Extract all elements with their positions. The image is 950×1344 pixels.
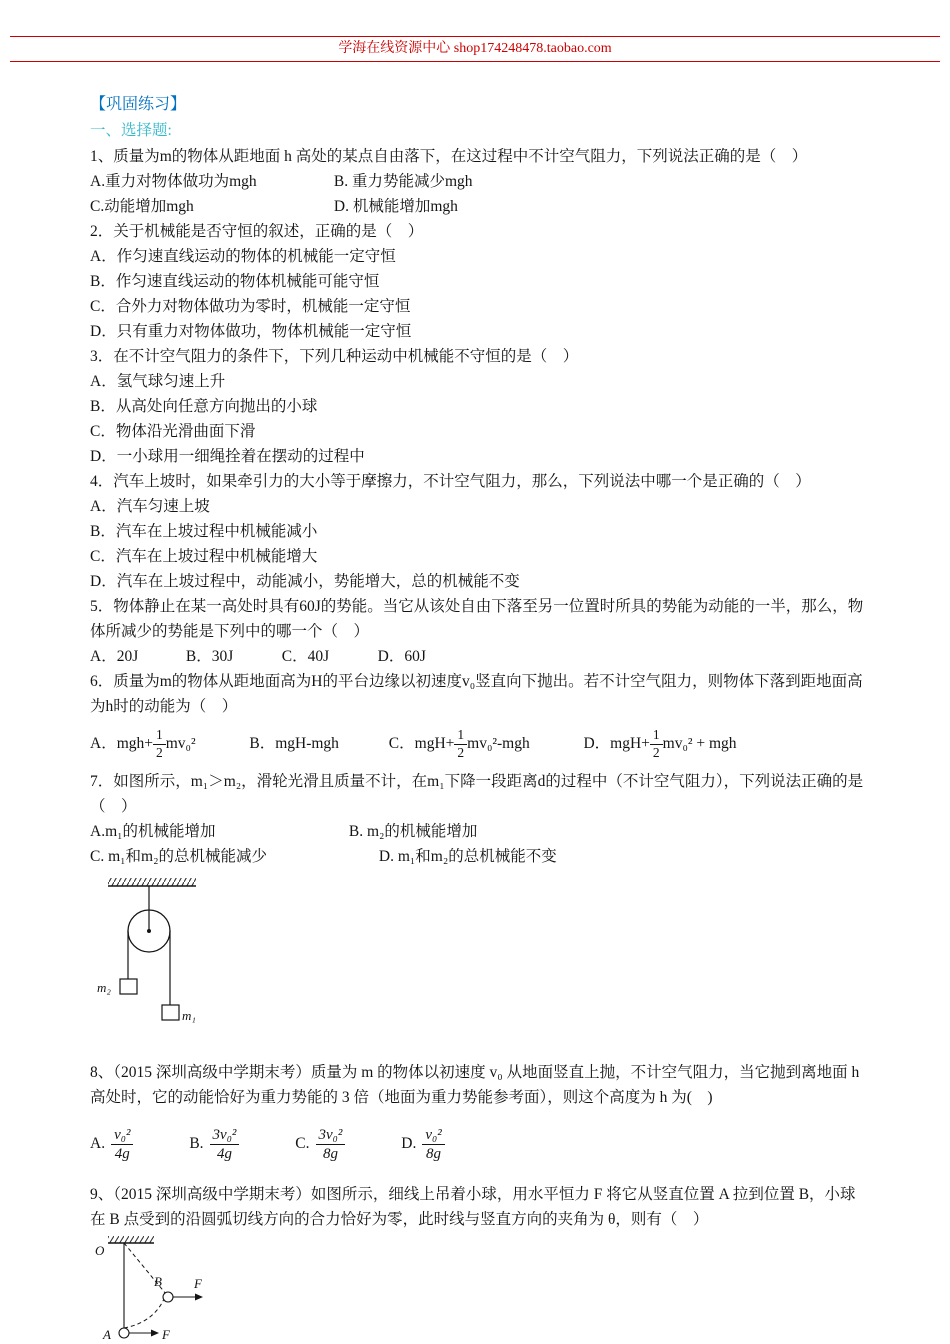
q6-c-pre: C．mgH+ <box>388 735 455 752</box>
q6-d-post: mv₀² + mgh <box>662 735 737 752</box>
question-4-option-a: A．汽车匀速上坡 <box>90 498 210 515</box>
worksheet-content <box>0 62 950 1344</box>
question-1-option-b: B. 重力势能减少mgh <box>333 173 473 190</box>
q6-a-fraction: $\frac{1}{2}$ <box>153 728 166 760</box>
question-4 <box>90 469 868 594</box>
question-5-option-b: B．30J <box>185 648 234 665</box>
question-7 <box>90 769 868 1046</box>
force-arrow-b-head <box>195 1294 203 1301</box>
q6-a-pre: A．mgh+ <box>90 735 153 752</box>
q8-a-fraction: $\frac{\text{v₀²}}{4g}$ <box>111 1127 133 1162</box>
question-6-option-c <box>388 727 534 760</box>
question-6-option-d <box>583 727 737 760</box>
support-hatch <box>108 1236 154 1243</box>
mass-m2-box <box>120 979 137 994</box>
question-6-option-a <box>90 727 199 760</box>
section-heading: 一、选择题: <box>90 122 172 139</box>
question-3-option-c: C．物体沿光滑曲面下滑 <box>90 423 256 440</box>
q8-d-fraction: $\frac{\text{v₀²}}{8g}$ <box>422 1127 444 1162</box>
question-7-option-d: D. m₁和m₂的总机械能不变 <box>378 848 557 865</box>
q6-a-post: mv₀² <box>165 735 196 752</box>
question-7-option-b: B. m₂的机械能增加 <box>348 823 478 840</box>
ball-at-a <box>119 1328 129 1338</box>
pendulum-figure <box>94 1236 264 1344</box>
question-4-option-b: B．汽车在上坡过程中机械能减小 <box>90 523 318 540</box>
pendulum-figure-block <box>94 1236 868 1344</box>
question-2-stem: 2．关于机械能是否守恒的叙述，正确的是（ ） <box>90 223 424 240</box>
question-4-stem: 4．汽车上坡时，如果牵引力的大小等于摩擦力，不计空气阻力，那么，下列说法中哪一个是正确的（ ） <box>90 473 811 490</box>
question-3-option-d: D．一小球用一细绳拴着在摆动的过程中 <box>90 448 365 465</box>
question-2-option-c: C．合外力对物体做功为零时，机械能一定守恒 <box>90 298 411 315</box>
question-7-option-a: A.m₁的机械能增加 <box>90 823 216 840</box>
question-9 <box>90 1182 868 1344</box>
question-3-option-b: B．从高处向任意方向抛出的小球 <box>90 398 318 415</box>
question-8-option-c: C. $\frac{\text{3v₀²}}{8g}$ <box>295 1135 345 1152</box>
force-arrow-a-head <box>151 1330 159 1337</box>
question-5-stem: 5．物体静止在某一高处时具有60J的势能。当它从该处自由下落至另一位置时所具的势能为动能的一半，那么，物体所减少的势能是下列中的哪一个（ ） <box>90 598 864 640</box>
page-header <box>0 0 950 62</box>
question-8-option-b: B. $\frac{\text{3v₀²}}{4g}$ <box>189 1135 239 1152</box>
mass-m1-box <box>162 1005 179 1020</box>
question-8-option-a: A. $\frac{\text{v₀²}}{4g}$ <box>90 1135 133 1152</box>
q6-c-post: mv₀²-mgh <box>467 735 530 752</box>
pivot-label: O <box>95 1243 105 1258</box>
q8-b-fraction: $\frac{\text{3v₀²}}{4g}$ <box>210 1127 240 1162</box>
question-2-option-b: B．作匀速直线运动的物体机械能可能守恒 <box>90 273 380 290</box>
q6-d-fraction: $\frac{1}{2}$ <box>650 728 663 760</box>
question-3 <box>90 344 868 469</box>
force-a-label: F <box>162 1327 170 1342</box>
mass-m2-label: m₂ <box>97 980 111 995</box>
question-2-option-a: A．作匀速直线运动的物体的机械能一定守恒 <box>90 248 396 265</box>
question-5-option-a: A．20J <box>90 648 139 665</box>
question-1-option-c: C.动能增加mgh <box>90 198 194 215</box>
question-3-stem: 3．在不计空气阻力的条件下，下列几种运动中机械能不守恒的是（ ） <box>90 348 579 365</box>
question-2-option-d: D．只有重力对物体做功，物体机械能一定守恒 <box>90 323 412 340</box>
question-6-stem: 6．质量为m的物体从距地面高为H的平台边缘以初速度v₀竖直向下抛出。若不计空气阻力，则物体下落到距地面高为h时的动能为（ ） <box>90 673 863 715</box>
position-a-label: A <box>103 1327 111 1342</box>
question-3-option-a: A．氢气球匀速上升 <box>90 373 226 390</box>
question-8-stem: 8、（2015 深圳高级中学期末考）质量为 m 的物体以初速度 v₀ 从地面竖直上抛，不计空气阻力，当它抛到离地面 h 高处时，它的动能恰好为重力势能的 3 倍（地面为重力势能参考面），则这个高度为 h 为( ) <box>90 1064 860 1106</box>
ceiling-hatch <box>108 878 196 886</box>
question-5-option-d: D．60J <box>377 648 426 665</box>
arc-a-to-b <box>124 1294 166 1328</box>
position-b-label: B <box>154 1274 162 1289</box>
question-5-option-c: C．40J <box>281 648 330 665</box>
pulley-figure <box>94 873 214 1041</box>
question-7-stem: 7．如图所示，m₁＞m₂，滑轮光滑且质量不计，在m₁下降一段距离d的过程中（不计空气阻力），下列说法正确的是（ ） <box>90 773 864 815</box>
pulley-figure-block <box>94 873 868 1046</box>
question-8-option-d: D. $\frac{\text{v₀²}}{8g}$ <box>401 1135 444 1152</box>
question-1 <box>90 144 868 219</box>
question-6-option-b: B．mgH-mgh <box>249 735 339 752</box>
question-1-option-d: D. 机械能增加mgh <box>333 198 458 215</box>
mass-m1-label: m₁ <box>182 1008 196 1023</box>
q6-c-fraction: $\frac{1}{2}$ <box>454 728 467 760</box>
question-4-option-c: C．汽车在上坡过程中机械能增大 <box>90 548 318 565</box>
practice-title: 【巩固练习】 <box>90 96 187 113</box>
question-6 <box>90 669 868 765</box>
q8-c-fraction: $\frac{\text{3v₀²}}{8g}$ <box>316 1127 346 1162</box>
force-b-label: F <box>194 1276 202 1291</box>
header-shop-text: 学海在线资源中心 shop174248478.taobao.com <box>338 41 612 56</box>
question-8 <box>90 1060 868 1170</box>
question-1-stem: 1、质量为m的物体从距地面 h 高处的某点自由落下，在这过程中不计空气阻力，下列说法正确的是（ ） <box>90 148 808 165</box>
question-1-option-a: A.重力对物体做功为mgh <box>90 173 257 190</box>
question-2 <box>90 219 868 344</box>
question-7-option-c: C. m₁和m₂的总机械能减少 <box>90 848 268 865</box>
question-9-stem: 9、（2015 深圳高级中学期末考）如图所示，细线上吊着小球，用水平恒力 F 将它从竖直位置 A 拉到位置 B，小球在 B 点受到的沿圆弧切线方向的合力恰好为零，此时线与竖直方向的夹角为 θ，则有（ ） <box>90 1186 856 1228</box>
question-5 <box>90 594 868 669</box>
ball-at-b <box>163 1292 173 1302</box>
pulley-axle <box>147 929 151 933</box>
question-4-option-d: D．汽车在上坡过程中，动能减小，势能增大，总的机械能不变 <box>90 573 520 590</box>
q6-d-pre: D．mgH+ <box>583 735 650 752</box>
